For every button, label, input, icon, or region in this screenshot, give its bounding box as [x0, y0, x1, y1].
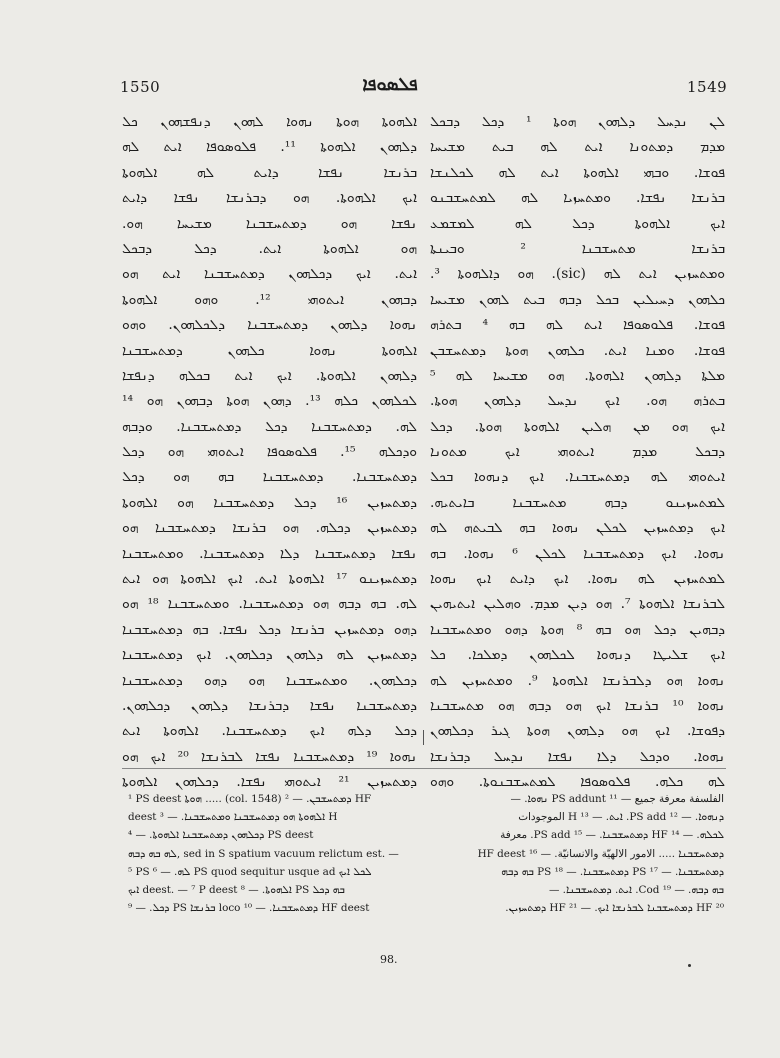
- text-line: ܐܝܟ ܕܡܬܚܙܝܢ ܠܟܠܢ ܢܗܘܐ ܒܗ ܠܒܝܬܗ ܠܗ: [430, 520, 725, 537]
- text-line: ܢܗܘܐ ܕܠܗܘܢ ܕܡܬܚܫܒܢܐ ܕܠܟܠܗܘܢ. ܘܗܘ: [122, 317, 417, 334]
- text-line: ܒܪܢܫܐ ܢܦܫܐ ܕܐܝܬ ܠܗ ܐܠܗܘܬܐ: [122, 164, 417, 181]
- left-footnotes: [128, 790, 418, 917]
- text-line: ܠܗ. ܕܡܬܚܫܒܢܐ ܕܟܠ ܕܡܬܚܫܒܢܐ. ܘܕܒܗ: [122, 418, 417, 435]
- left-text-column: [122, 110, 417, 796]
- text-line: ܦܘܫܐ. ܘܒܗܝ ܐܠܗܘܬܐ ܐܝܬ ܠܗ ܠܟܠܢܫܐ: [430, 164, 725, 181]
- text-line: ܠܒܪܢܫܐ ܐܠܗܘܬܐ ⁷. ܗܘ ܕܝܢ ܡܕܡ. ܘܗܠܝܢ ܐܝܬܝܗܝܢ: [430, 596, 725, 613]
- text-line: ܕܒܟܠ ܡܕܡ ܐܝܬܘܗܝ ܐܝܟ ܡܬܘܢܐ: [430, 444, 725, 461]
- right-footnotes: [434, 790, 724, 917]
- text-line: ܐܝܬܘܗܝ ܠܗ ܕܡܬܚܫܒܢܐ. ܐܝܟ ܕܢܗܘܐ ܒܟܠ: [430, 469, 725, 486]
- text-line: ܐܝܟ ܗܘ ܡܢ ܗܠܝܢ ܐܠܗܘܬܐ ܗܘܬܐ. ܕܟܠ: [430, 418, 725, 435]
- text-line: ܢܗܘܐ ܗܘ ܕܠܒܪܢܫܐ ܐܠܗܘܬܐ ⁹. ܘܡܬܚܙܝܢ ܠܗ: [430, 672, 725, 689]
- text-line: ܦܘܫܐ. ܘܡܢܐ ܐܝܬ. ܟܠܗܘܢ ܗܘܬܐ ܕܡܬܚܫܒܢ: [430, 342, 725, 359]
- text-line: ܕܒܗܘܢ ܐܝܬܘܗܝ ¹². ܘܗܘ ܐܠܗܘܬܐ: [122, 291, 417, 308]
- text-line: ܕܡܬܚܫܒܢܐ ܢܦܫܐ ܕܒܪܢܫܐ ܕܠܗܘܢ ܕܟܠܗܘܢ.: [122, 697, 417, 714]
- footnote-line: ²⁰ HF ܕܡܬܚܫܒܢܐ ܠܒܪܢܫܐ ܐܝܟ. — ²¹ HF ܕܡܬܚܙܝܢ.: [505, 902, 724, 915]
- column-marker: [423, 730, 424, 745]
- text-line: ܢܗܘܐ ¹⁹ ܕܡܬܚܫܒܢܐ ܢܦܫܐ ܠܒܪܢܫܐ ²⁰ ܐܝܟ ܗܘ: [122, 748, 417, 765]
- text-line: ܘܡܬܚܙܝܢ ܐܝܬ ܠܗ (sic). ܗܘ ܕܐܠܗܘܬܐ ³.: [430, 266, 725, 283]
- text-line: ܕܡܬܚܙܝܢ ܕܟܠܗ. ܗܘ ܒܪܢܫܐ ܕܡܬܚܫܒܢܐ ܗܘ: [122, 520, 417, 537]
- text-line: ܠܢ ܢܕܚܠ ܕܠܗܘܢ ܗܘܬܐ ¹ ܕܟܠ ܕܒܟܠ: [430, 114, 725, 130]
- footnote-line: ܒܗ ܕܒܗ. — ¹⁹ Cod. ܐܝܬ. ܕܡܬܚܫܒܢܐ. —: [548, 883, 724, 896]
- text-line: ܕܗܘ ܕܡܬܚܙܝܢ ܒܪܢܫܐ ܕܟܠ ܢܦܫܐ. ܒܗ ܕܡܬܚܫܒܢܐ: [122, 621, 417, 638]
- text-line: ܠܡܬܚܙܝܢ ܠܗ ܢܗܘܐ. ܐܝܟ ܕܐܝܬ ܐܝܟ ܢܗܘܐ: [430, 571, 725, 588]
- text-line: ܕܡܬܚܙܝܢ ¹⁶ ܕܟܠ ܕܡܬܚܫܒܢܐ ܗܘ ܐܠܗܘܬܐ: [122, 494, 417, 511]
- footnote-line: الفلسفة معرفة جميع — ¹¹ PS addunt ܢܗܘܐ. —: [510, 793, 724, 805]
- footnote-line: ܠܟܠܗ. — ¹⁴ HF ܕܡܬܚܫܒܢܐ. — ¹⁵ PS add. معرفة: [500, 829, 724, 842]
- footnote-line: ܠܗ ܒܗ ܕܒܗ, sed in S spatium vacuum relictum est. —: [128, 847, 399, 860]
- footnote-line: ܕܢܗܘܐ. — ¹² PS add. ܐܝܬ. — ¹³ H الموجودات: [518, 811, 724, 824]
- text-line: ܕܡܬܚܙܝܢܘ ¹⁷ ܐܠܗܘܬܐ ܐܝܬ. ܐܝܟ ܐܠܗܘܬܐ ܗܘ ܐܝܬ: [122, 571, 417, 588]
- footnote-line: ⁵ PS ܠܗ. — ⁶ PS quod sequitur usque ad ܠܟܠ ܐܝܟ: [128, 865, 372, 878]
- text-line: ܐܠܗܘܬܐ ܗܘܬܐ ܢܗܘܐ ܠܗܘܢ ܕܢܦܫܗܘܢ ܟܠ: [122, 114, 417, 130]
- text-line: ܐܝܟ ܐܠܗܘܬܐ ܕܟܠ ܠܗ ܠܡܫܡܥ: [430, 215, 725, 232]
- footnote-line: ¹ PS deest ܗܘܬܐ ..... (col. 1548) ܕܡܬܚܫܒܢ. — ² HF: [128, 793, 372, 805]
- text-line: ܕܡܬܚܫܒܢܐ. ܕܡܬܚܫܒܢܐ ܒܗ ܗܘ ܕܟܠ: [122, 469, 417, 486]
- text-line: ܕܦܘܫܐ. ܐܝܟ ܗܘ ܕܠܗܘܢ ܗܘܬܐ ܓܝܪ ܕܟܠܗܘܢ: [430, 723, 725, 740]
- footnote-rule: [122, 768, 726, 769]
- text-line: ܟܠܗܘܢ ܕܚܝܠܝܢ ܒܟܠ ܕܒܗ ܒܝܬ ܠܗܘܢ ܡܫܝܚܐ: [430, 291, 725, 308]
- text-line: ܢܗܘܐ. ܐܝܟ ܕܡܬܚܫܒܢܐ ܠܟܠܢ ⁶ ܢܗܘܐ. ܒܗ: [430, 545, 725, 562]
- text-line: ܢܗܘܐ ¹⁰ ܒܪܢܫܐ ܐܝܟ ܗܘ ܕܒܗ ܗܘ ܡܬܚܫܒܢܐ: [430, 697, 725, 714]
- text-line: ܠܗ ܟܠܗ. ܦܠܘܣܘܦܐ ܠܡܬܚܫܒܢܘܬܐ. ܘܗܘ: [430, 774, 725, 791]
- left-page-number: 1550: [120, 78, 161, 96]
- ink-dot: [688, 964, 691, 967]
- right-text-column: [430, 110, 725, 796]
- footnote-line: deest ܐܠܗܘܬܐ ܗܘ ܕܡܬܚܫܒܢܐ ܘܡܬܚܫܒܢܐ. — ³ H: [128, 811, 338, 824]
- text-line: ܢܦܫܐ ܗܘ ܕܡܬܚܫܒܢܐ ܡܫܝܚܐ ܗܘ.: [122, 215, 417, 232]
- text-line: ܒܪܢܫܐ ܢܦܫܐ. ܘܡܬܚܙܝܐ ܠܗ ܠܡܬܚܫܒܢܘ: [430, 190, 725, 207]
- text-line: ܕܟܠ ܕܠܗ ܐܝܟ ܕܡܬܚܫܒܢܐ. ܐܠܗܘܬܐ ܐܝܬ: [122, 723, 417, 740]
- text-line: ܠܗ. ܒܗ ܕܒܗ ܗܘ ܕܡܬܚܫܒܢܐ. ܘܡܬܚܫܒܢܐ ¹⁸ ܗܘ: [122, 596, 417, 613]
- text-line: ܒܬܪܗ ܗܘ. ܐܝܟ ܢܕܚܠ ܕܠܗܘܢ ܗܘܬܐ.: [430, 393, 725, 410]
- text-line: ܠܟܠܗܘܢ ܟܠܗ ¹³. ܕܗܘܢ ܗܘܬܐ ܕܒܗܘܢ ܗܘ ¹⁴: [122, 393, 417, 410]
- text-line: ܒܪܢܫܐ ܡܬܚܫܒܢܐ ² ܘܒܝܢܬܐ: [430, 240, 725, 257]
- text-line: ܐܝܬ. ܐܝܟ ܕܟܠܗܘܢ ܕܡܬܚܫܒܢܐ ܐܝܬ ܗܘ: [122, 266, 417, 283]
- text-line: ܘܕܟܠܗ ¹⁵. ܦܠܘܣܘܦܐ ܐܝܬܘܗܝ ܗܘ ܕܟܠ: [122, 444, 417, 461]
- text-line: ܐܠܗܘܬܐ ܢܗܘܐ ܟܠܗܘܢ ܕܡܬܚܫܒܢܐ: [122, 342, 417, 359]
- text-line: ܕܒܗܝܢ ܕܟܠ ܗܘ ܒܗ ⁸ ܗܘܬܐ ܕܗܘ ܘܡܬܚܫܒܢܐ: [430, 621, 725, 638]
- text-line: ܢܦܫܐ ܕܡܬܚܫܒܢܐ ܕܠܐ ܕܡܬܚܫܒܢܐ. ܘܡܬܚܫܒܢܐ: [122, 545, 417, 562]
- signature-mark: 98.: [380, 953, 398, 966]
- footnote-line: ܐܝܟ deest. — ⁷ P deest ܐܠܗܘܬܐ. — ⁸ PS ܒܗ ܕܟܠ: [128, 883, 345, 896]
- right-page-number: 1549: [687, 78, 728, 96]
- text-line: ܢܗܘܐ. ܘܕܟܠ ܕܠܐ ܢܦܫܐ ܢܕܚܠ ܕܒܪܢܫܐ: [430, 748, 725, 765]
- text-line: ܕܠܗܘܢ ܐܠܗܘܬܐ ¹¹. ܦܠܘܣܘܦܐ ܐܝܬ ܠܗ: [122, 139, 417, 156]
- running-title: ܦܠܣܘܦܐ: [362, 74, 418, 95]
- text-line: ܗܘ ܐܠܗܘܬܐ ܐܝܬ. ܕܟܠ ܕܒܟܠ: [122, 240, 417, 257]
- footnote-line: ܕܡܬܚܫܒܢܐ. — ¹⁷ PS ܕܡܬܚܫܒܢܐ. — ¹⁸ PS ܒܗ ܕܒܗ: [501, 865, 724, 878]
- text-line: ܡܕܡ ܕܡܬܘܢܐ ܐܝܬ ܠܗ ܒܝܬ ܡܫܝܚܐ: [430, 139, 725, 156]
- text-line: ܕܠܗܘܢ ܐܠܗܘܬܐ. ܐܝܟ ܐܝܬ ܒܟܠܗ ܕܢܦܫܐ: [122, 367, 417, 384]
- text-line: ܐܝܟ ܐܠܗܘܬܐ. ܗܘ ܕܒܪܢܫܐ ܢܦܫܐ ܕܐܝܬ: [122, 190, 417, 207]
- text-line: ܐܝܟ ܫܠܝܛܐ ܕܢܗܘܐ ܠܟܠܗܘܢ ܕܡܠܟܐ. ܟܠ: [430, 647, 725, 664]
- text-line: ܦܘܫܐ. ܦܠܘܣܘܦܐ ܐܝܬ ܠܗ ܒܗ ⁴ ܒܬܪܗ: [430, 317, 725, 334]
- footnote-line: ܕܡܬܚܫܒܢܐ ..... الامور الالهيّة والانسانيّة. — ¹⁶ HF deest: [477, 847, 724, 860]
- text-line: ܕܡܬܚܙܝܢ ²¹ ܐܝܬܘܗܝ ܢܦܫܐ. ܕܟܠܗܘܢ ܐܠܗܘܬܐ: [122, 774, 417, 791]
- text-line: ܕܡܬܚܙܝܢ ܠܗ ܕܠܗܘܢ ܕܟܠܗܘܢ. ܐܝܟ ܕܡܬܚܫܒܢܐ: [122, 647, 417, 664]
- footnote-line: ܕܟܠ. — ⁹ PS ܒܪܢܫܐ loco ܕܡܬܚܫܒܢܐ. — ¹⁰ HF deest: [128, 902, 370, 915]
- text-line: ܠܡܬܚܙܝܢܘ ܕܒܗ ܡܬܚܫܒܢܐ ܒܐܝܬܝܗ.: [430, 494, 725, 511]
- text-line: ܕܟܠܗܘܢ. ܘܡܬܚܫܒܢܐ ܗܘ ܕܗܘ ܕܡܬܚܫܒܢܐ: [122, 672, 417, 689]
- text-line: ܡܠܬܐ ܕܠܗܘܢ ܐܠܗܘܬܐ. ܗܘ ܡܫܝܚܐ ܠܗ ⁵: [430, 367, 725, 384]
- footnote-line: ܕܟܠܗܘܢ ܕܡܬܚܫܒܢܐ ܐܠܗܘܬܐ. — ⁴ PS deest: [128, 829, 314, 842]
